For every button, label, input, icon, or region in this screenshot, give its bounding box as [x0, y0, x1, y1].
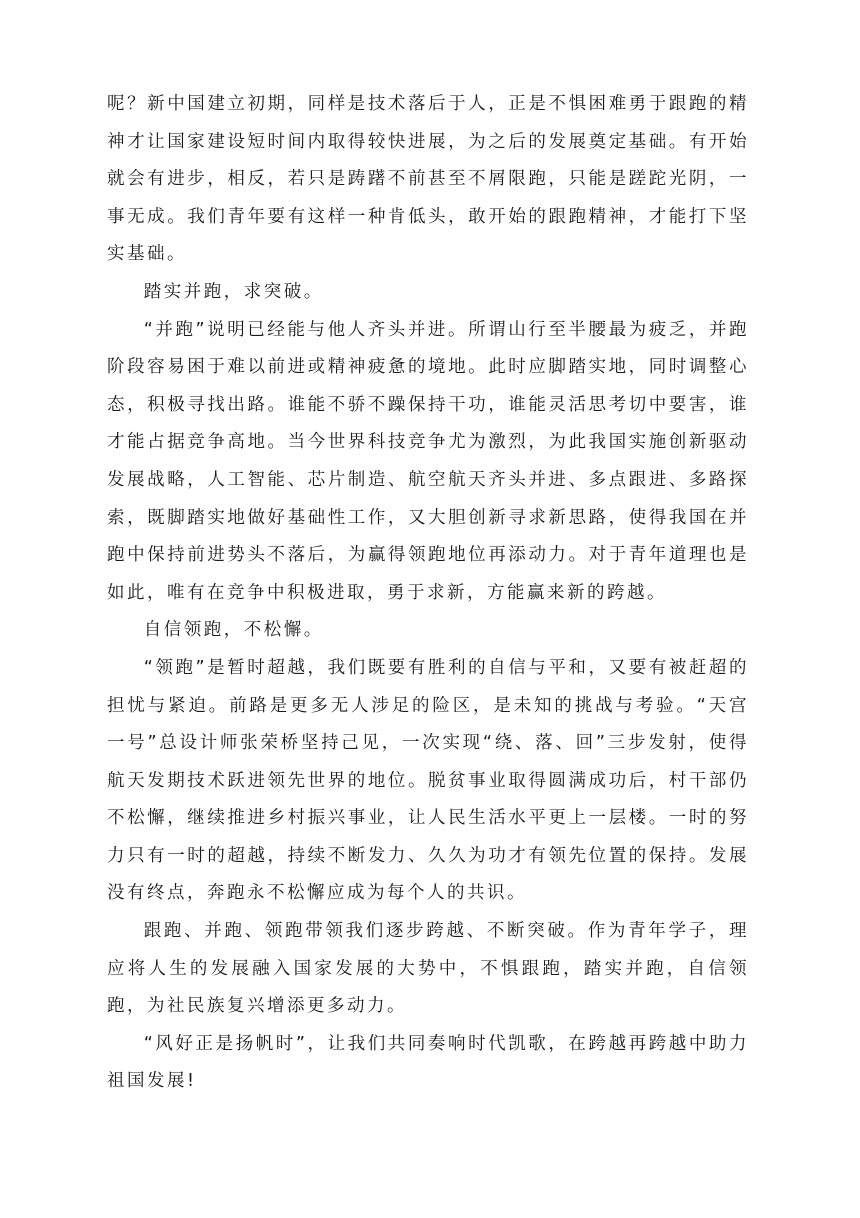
paragraph-lead: “领跑”是暂时超越，我们既要有胜利的自信与平和，又要有被赶超的担忧与紧迫。前路是更多无人涉足的险区，是未知的挑战与考验。“天宫一号”总设计师张荣桥坚持己见，一次实现“绕、落、回”三步发射，使得航天发期技术跃进领先世界的地位。脱贫事业取得圆满成功后，村干部仍不松懈，继续推进乡村振兴事业，让人民生活水平更上一层楼。一时的努力只有一时的超越，持续不断发力、久久为功才有领先位置的保持。发展没有终点，奔跑永不松懈应成为每个人的共识。: [107, 657, 749, 904]
paragraph-closing: “风好正是扬帆时”，让我们共同奏响时代凯歌，在跨越再跨越中助力祖国发展!: [107, 1033, 749, 1092]
paragraph-summary: 跟跑、并跑、领跑带领我们逐步跨越、不断突破。作为青年学子，理应将人生的发展融入国家发展的大势中，不惧跟跑，踏实并跑，自信领跑，为社民族复兴增添更多动力。: [107, 921, 749, 1017]
paragraph-run-alongside: “并跑”说明已经能与他人齐头并进。所谓山行至半腰最为疲乏，并跑阶段容易困于难以前进或精神疲惫的境地。此时应脚踏实地，同时调整心态，积极寻找出路。谁能不骄不躁保持干功，谁能灵活思考切中要害，谁才能占据竞争高地。当今世界科技竞争尤为激烈，为此我国实施创新驱动发展战略，人工智能、芯片制造、航空航天齐头并进、多点跟进、多路探索，既脚踏实地做好基础性工作，又大胆创新寻求新思路，使得我国在并跑中保持前进势头不落后，为赢得领跑地位再添动力。对于青年道理也是如此，唯有在竞争中积极进取，勇于求新，方能赢来新的跨越。: [107, 319, 749, 603]
document-body: [107, 86, 749, 1101]
section-heading-run-alongside: 踏实并跑，求突破。: [143, 281, 324, 302]
paragraph-continuation: 呢？新中国建立初期，同样是技术落后于人，正是不惧困难勇于跟跑的精神才让国家建设短时间内取得较快进展，为之后的发展奠定基础。有开始就会有进步，相反，若只是踌躇不前甚至不屑限跑，只能是蹉跎光阴，一事无成。我们青年要有这样一种肯低头，敢开始的跟跑精神，才能打下坚实基础。: [107, 94, 749, 265]
section-heading-lead: 自信领跑，不松懈。: [143, 620, 324, 641]
